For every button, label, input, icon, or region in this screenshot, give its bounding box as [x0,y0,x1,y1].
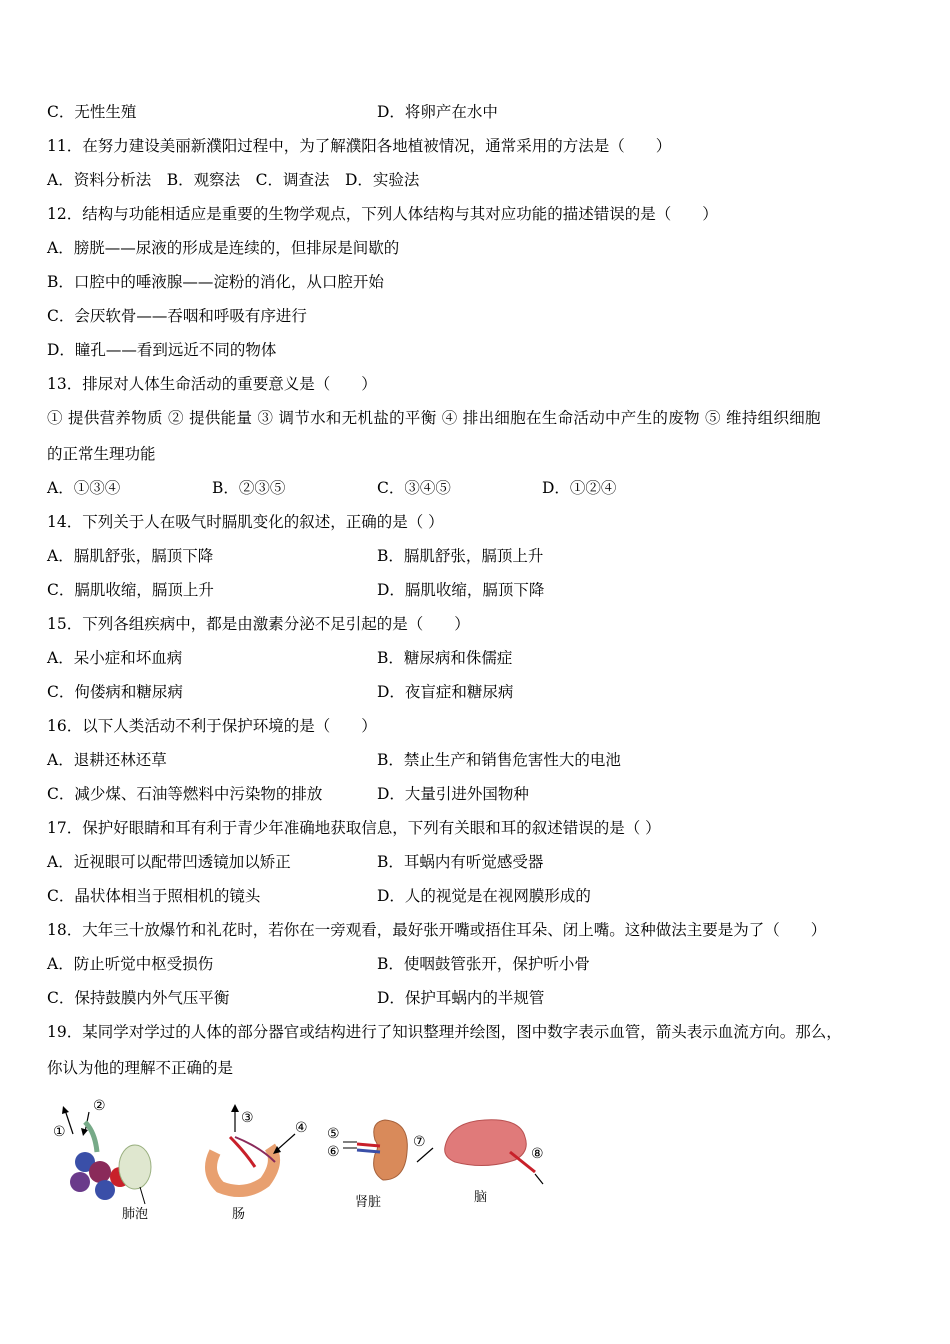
q13-option-b: B．②③⑤ [212,479,286,497]
num-8: ⑧ [531,1146,544,1162]
num-6: ⑥ [327,1144,340,1160]
q18-stem: 18．大年三十放爆竹和礼花时，若你在一旁观看，最好张开嘴或捂住耳朵、闭上嘴。这种做法主要是为了（ ） [47,921,827,939]
lung-alveoli-illustration [53,1098,151,1204]
label-kidney: 肾脏 [355,1195,382,1210]
alveolus-purple-1 [70,1172,90,1192]
num-2: ② [93,1098,106,1114]
q11-stem: 11．在努力建设美丽新濮阳过程中，为了解濮阳各地植被情况，通常采用的方法是（ ） [47,137,672,155]
bronchiole [85,1122,97,1152]
q17-stem: 17．保护好眼睛和耳有利于青少年准确地获取信息，下列有关眼和耳的叙述错误的是（ ） [47,819,661,837]
q16-option-d: D．大量引进外国物种 [377,785,529,803]
kidney-shape [374,1120,408,1180]
q13-items-line1: ① 提供营养物质 ② 提供能量 ③ 调节水和无机盐的平衡 ④ 排出细胞在生命活动中产生的废物 ⑤ 维持组织细胞 [47,409,821,427]
num-5: ⑤ [327,1126,340,1142]
q12-option-b: B．口腔中的唾液腺——淀粉的消化，从口腔开始 [47,273,384,291]
arrow-8 [535,1174,543,1184]
num-7: ⑦ [413,1134,426,1150]
q16-stem: 16．以下人类活动不利于保护环境的是（ ） [47,717,377,735]
brain-shape [445,1120,527,1166]
q10-option-c: C．无性生殖 [47,103,137,121]
num-3: ③ [241,1110,254,1126]
alveolus-red-1 [89,1161,111,1183]
q18-option-c: C．保持鼓膜内外气压平衡 [47,989,230,1007]
q12-option-a: A．膀胱——尿液的形成是连续的，但排尿是间歇的 [47,239,400,257]
q13-items-line2: 的正常生理功能 [47,445,156,463]
q17-option-b: B．耳蜗内有听觉感受器 [377,853,544,871]
q19-stem-line1: 19．某同学对学过的人体的部分器官或结构进行了知识整理并绘图，图中数字表示血管，箭头表示血流方向。那么， [47,1023,842,1041]
arrow-4 [277,1134,295,1150]
arrow-3-head [231,1104,239,1112]
q16-option-b: B．禁止生产和销售危害性大的电池 [377,751,621,769]
q12-option-d: D．瞳孔——看到远近不同的物体 [47,341,277,359]
renal-vein [357,1150,380,1152]
alveolus-sac [119,1145,151,1189]
arrow-7 [417,1148,433,1162]
kidney-illustration [327,1120,407,1180]
intestine-illustration [211,1104,308,1191]
q14-stem: 14．下列关于人在吸气时膈肌变化的叙述，正确的是（ ） [47,513,444,531]
q17-option-c: C．晶状体相当于照相机的镜头 [47,887,261,905]
brain-illustration [413,1120,544,1184]
renal-artery [357,1144,380,1146]
label-line-lung [140,1187,145,1204]
q10-option-d: D．将卵产在水中 [377,103,498,121]
q18-option-a: A．防止听觉中枢受损伤 [47,955,214,973]
q16-option-a: A．退耕还林还草 [47,751,167,769]
q13-option-c: C．③④⑤ [377,479,451,497]
num-1: ① [53,1124,66,1140]
q13-option-a: A．①③④ [47,479,121,497]
q15-option-a: A．呆小症和坏血病 [47,649,183,667]
intestine-artery [230,1137,255,1167]
q18-option-b: B．使咽鼓管张开，保护听小骨 [377,955,590,973]
q19-stem-line2: 你认为他的理解不正确的是 [47,1059,234,1077]
label-lung: 肺泡 [122,1207,149,1222]
q18-option-d: D．保护耳蜗内的半规管 [377,989,545,1007]
q15-stem: 15．下列各组疾病中，都是由激素分泌不足引起的是（ ） [47,615,470,633]
q17-option-a: A．近视眼可以配带凹透镜加以矫正 [47,853,291,871]
q15-option-d: D．夜盲症和糖尿病 [377,683,514,701]
arrow-1-head [62,1106,69,1114]
q13-option-d: D．①②④ [542,479,617,497]
num-4: ④ [295,1120,308,1136]
q13-stem: 13．排尿对人体生命活动的重要意义是（ ） [47,375,377,393]
arrow-2-head [81,1128,88,1136]
q15-option-b: B．糖尿病和侏儒症 [377,649,513,667]
q14-option-a: A．膈肌舒张，膈顶下降 [47,547,214,565]
q17-option-d: D．人的视觉是在视网膜形成的 [377,887,591,905]
q12-stem: 12．结构与功能相适应是重要的生物学观点，下列人体结构与其对应功能的描述错误的是（ ） [47,205,718,223]
q12-option-c: C．会厌软骨——吞咽和呼吸有序进行 [47,307,307,325]
arrow-1 [65,1110,73,1134]
label-intestine: 肠 [232,1207,246,1222]
q14-option-b: B．膈肌舒张，膈顶上升 [377,547,544,565]
q14-option-d: D．膈肌收缩，膈顶下降 [377,581,545,599]
q14-option-c: C．膈肌收缩，膈顶上升 [47,581,214,599]
label-brain: 脑 [474,1190,488,1205]
q16-option-c: C．减少煤、石油等燃料中污染物的排放 [47,785,323,803]
q11-options: A．资料分析法 B．观察法 C．调查法 D．实验法 [47,171,420,189]
q15-option-c: C．佝偻病和糖尿病 [47,683,183,701]
